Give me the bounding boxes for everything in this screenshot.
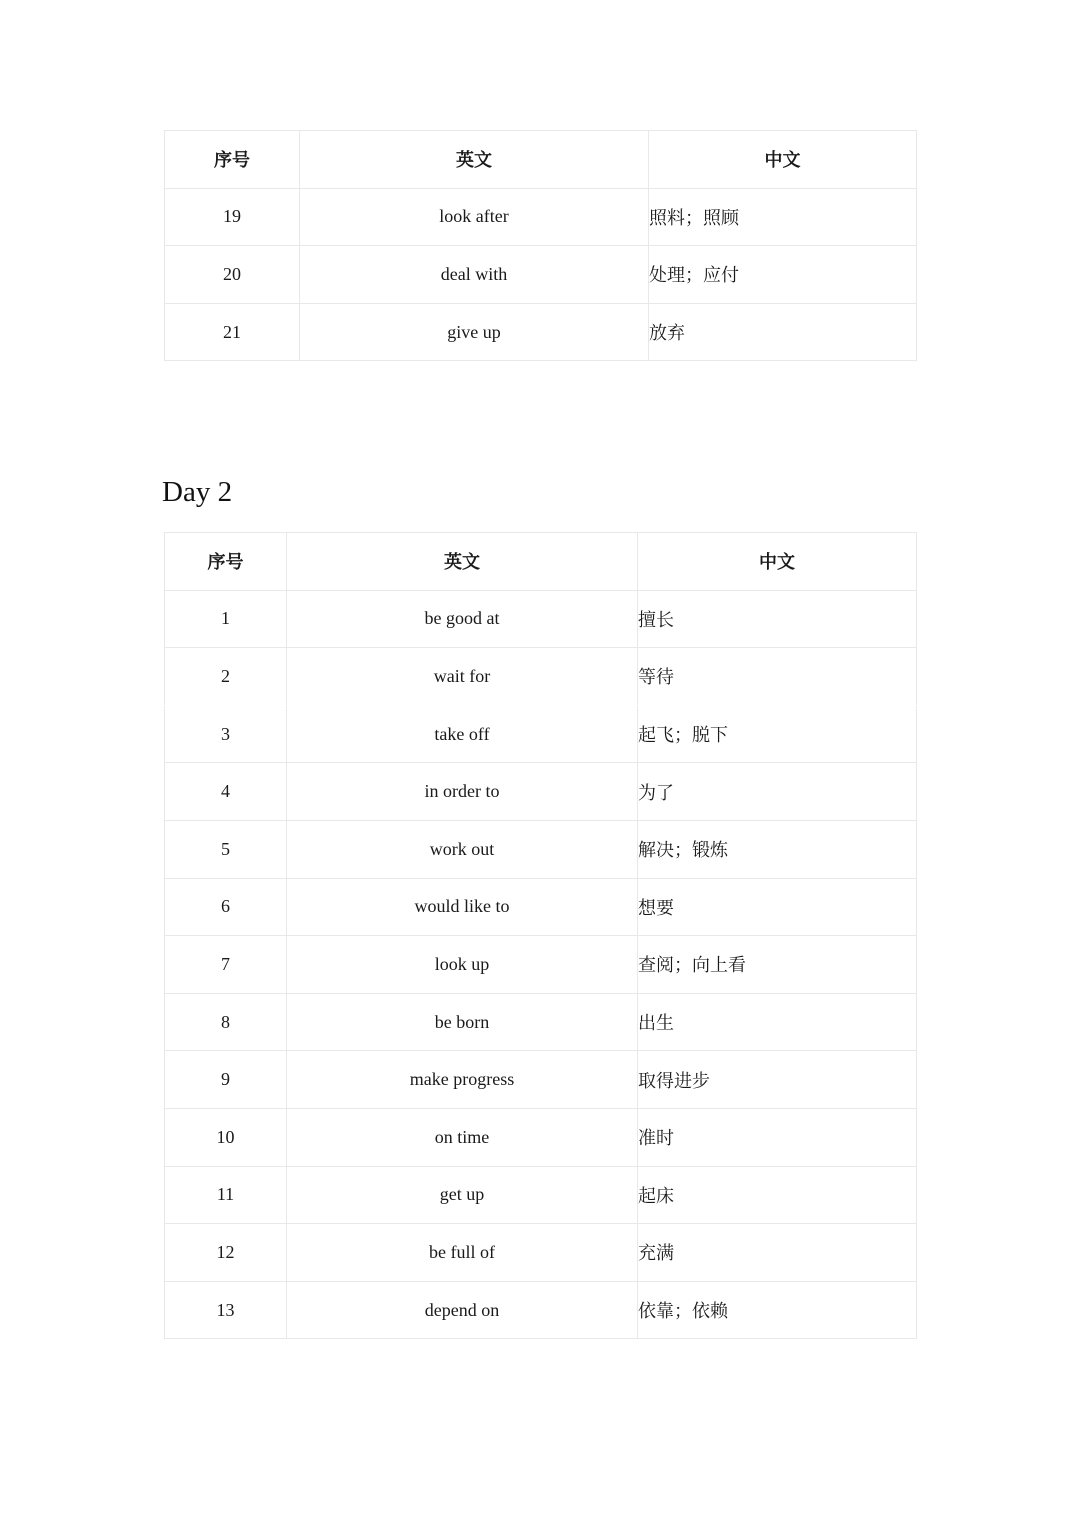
- row-num: 9: [165, 1051, 287, 1109]
- table-row: [165, 1051, 917, 1109]
- vocab-table-2: [164, 532, 917, 1339]
- row-chinese: 处理；应付: [649, 246, 917, 304]
- table-row: [165, 1166, 917, 1224]
- row-english: be full of: [287, 1224, 638, 1282]
- header-en: 英文: [287, 533, 638, 591]
- table-row: [165, 1224, 917, 1282]
- table-row: [165, 763, 917, 821]
- row-num: 10: [165, 1108, 287, 1166]
- row-english: make progress: [287, 1051, 638, 1109]
- row-num: 2: [165, 648, 287, 706]
- row-num: 5: [165, 820, 287, 878]
- row-english: on time: [287, 1108, 638, 1166]
- table-row: [165, 590, 917, 648]
- table-row: [165, 993, 917, 1051]
- row-english: in order to: [287, 763, 638, 821]
- row-english: get up: [287, 1166, 638, 1224]
- table-row: [165, 1281, 917, 1339]
- table-row: [165, 246, 917, 304]
- row-num: 20: [165, 246, 300, 304]
- row-chinese: 取得进步: [638, 1051, 917, 1109]
- row-chinese: 准时: [638, 1108, 917, 1166]
- row-chinese: 等待: [638, 648, 917, 706]
- row-num: 13: [165, 1281, 287, 1339]
- row-english: look up: [287, 936, 638, 994]
- row-chinese: 充满: [638, 1224, 917, 1282]
- row-chinese: 解决；锻炼: [638, 820, 917, 878]
- row-num: 6: [165, 878, 287, 936]
- row-english: would like to: [287, 878, 638, 936]
- row-chinese: 出生: [638, 993, 917, 1051]
- header-num: 序号: [165, 533, 287, 591]
- header-zh: 中文: [649, 131, 917, 189]
- table-row: [165, 303, 917, 361]
- row-num: 1: [165, 590, 287, 648]
- table-row: [165, 878, 917, 936]
- row-english: give up: [300, 303, 649, 361]
- row-num: 12: [165, 1224, 287, 1282]
- header-zh: 中文: [638, 533, 917, 591]
- row-chinese: 为了: [638, 763, 917, 821]
- table-row: [165, 1108, 917, 1166]
- row-chinese: 查阅；向上看: [638, 936, 917, 994]
- row-english: deal with: [300, 246, 649, 304]
- row-chinese: 照料；照顾: [649, 188, 917, 246]
- row-num: 4: [165, 763, 287, 821]
- table-row: [165, 188, 917, 246]
- row-english: depend on: [287, 1281, 638, 1339]
- row-num: 8: [165, 993, 287, 1051]
- table-header-row: [165, 131, 917, 189]
- table-row: [165, 648, 917, 706]
- table-row: [165, 936, 917, 994]
- row-chinese: 起飞；脱下: [638, 705, 917, 763]
- section-heading-day-2: Day 2: [162, 476, 233, 508]
- table-row: [165, 820, 917, 878]
- row-english: be born: [287, 993, 638, 1051]
- row-chinese: 放弃: [649, 303, 917, 361]
- table-row: [165, 705, 917, 763]
- row-num: 7: [165, 936, 287, 994]
- row-chinese: 起床: [638, 1166, 917, 1224]
- row-english: be good at: [287, 590, 638, 648]
- header-num: 序号: [165, 131, 300, 189]
- row-english: look after: [300, 188, 649, 246]
- row-english: take off: [287, 705, 638, 763]
- row-num: 11: [165, 1166, 287, 1224]
- row-num: 19: [165, 188, 300, 246]
- row-num: 3: [165, 705, 287, 763]
- row-chinese: 依靠；依赖: [638, 1281, 917, 1339]
- row-english: wait for: [287, 648, 638, 706]
- table-header-row: [165, 533, 917, 591]
- row-chinese: 想要: [638, 878, 917, 936]
- vocab-table-1: [164, 130, 917, 361]
- row-english: work out: [287, 820, 638, 878]
- row-num: 21: [165, 303, 300, 361]
- row-chinese: 擅长: [638, 590, 917, 648]
- header-en: 英文: [300, 131, 649, 189]
